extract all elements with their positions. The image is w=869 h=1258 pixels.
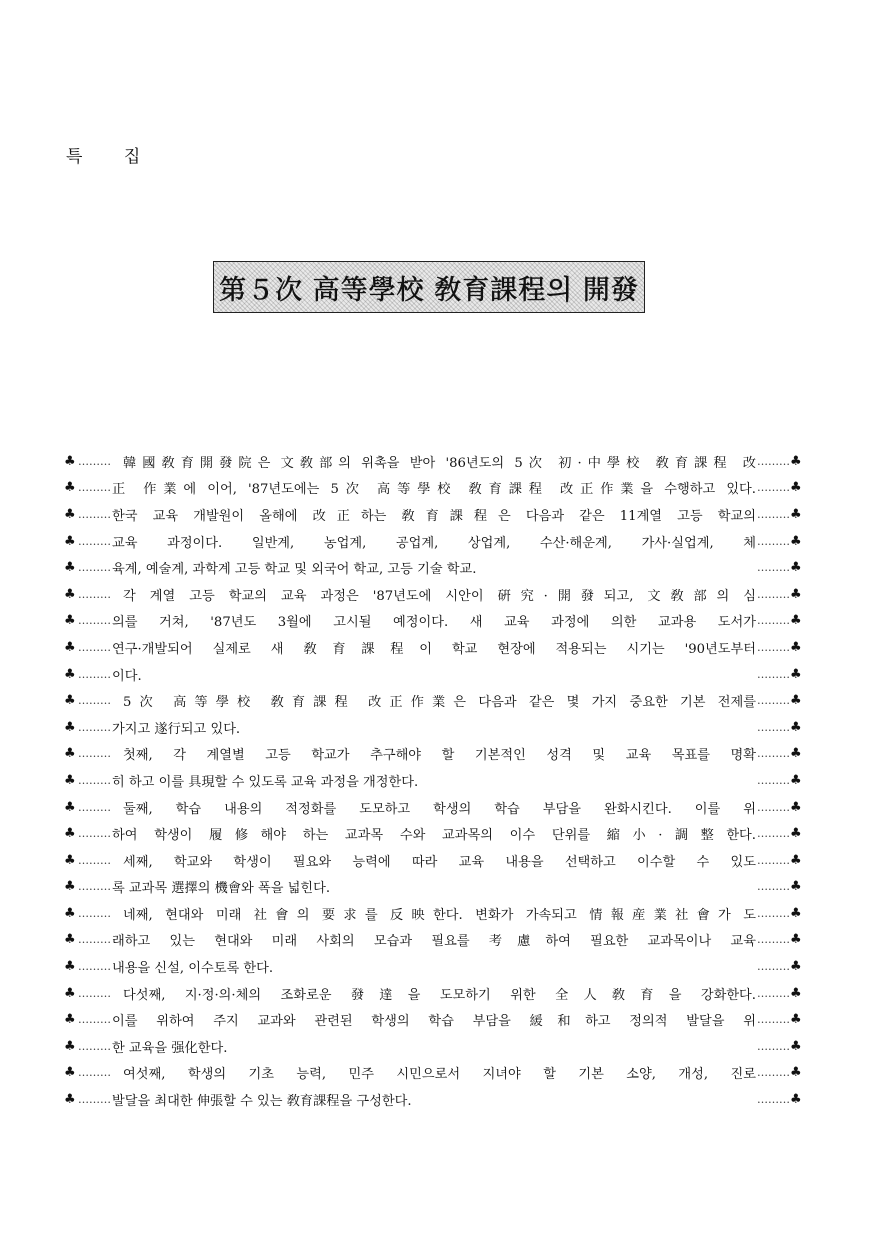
club-ornament-icon: ♣ [790, 560, 802, 576]
leader-dots: ……… [78, 561, 111, 575]
line-text: 이를 위하여 주지 교과와 관련된 학생의 학습 부담을 緩和하고 정의적 발달을 위 [112, 1014, 756, 1030]
club-ornament-icon: ♣ [64, 879, 76, 895]
section-tag: 특 집 [66, 147, 159, 167]
text-line [64, 528, 804, 555]
club-ornament-icon: ♣ [64, 905, 76, 921]
text-line [64, 953, 804, 980]
club-ornament-icon: ♣ [790, 613, 802, 629]
club-ornament-icon: ♣ [64, 799, 76, 815]
line-text: 육계, 예술계, 과학계 고등 학교 및 외국어 학교, 고등 기술 학교. [112, 562, 477, 578]
text-line [64, 687, 804, 714]
leader-dots: ……… [78, 587, 111, 601]
leader-dots: ……… [757, 694, 790, 708]
page-title: 第５次 高等學校 敎育課程의 開發 [219, 274, 639, 306]
leader-dots: ……… [757, 667, 791, 681]
club-ornament-icon: ♣ [64, 533, 76, 549]
leader-dots: ……… [757, 640, 790, 654]
leader-dots: ……… [78, 667, 111, 681]
club-ornament-icon: ♣ [64, 985, 76, 1001]
leader-dots: ……… [757, 454, 790, 468]
line-text: 록 교과목 選擇의 機會와 폭을 넓힌다. [112, 881, 331, 897]
leader-dots: ……… [78, 534, 111, 548]
club-ornament-icon: ♣ [64, 1065, 76, 1081]
leader-dots: ……… [78, 800, 111, 814]
text-line [64, 1006, 804, 1033]
leader-dots: ……… [757, 986, 790, 1000]
line-text: 연구·개발되어 실제로 새 敎育課程이 학교 현장에 적용되는 시기는 '90년도부터 [112, 641, 756, 657]
line-text: 하여 학생이 履修해야 하는 교과목 수와 교과목의 이수 단위를 縮小·調整한다. [112, 828, 756, 844]
club-ornament-icon: ♣ [790, 586, 802, 602]
club-ornament-icon: ♣ [64, 772, 76, 788]
leader-dots: ……… [78, 481, 111, 495]
line-text: 네째, 현대와 미래 社會의 要求를 反映한다. 변화가 가속되고 情報産業社會가 도 [123, 907, 756, 923]
text-line [64, 900, 804, 927]
leader-dots: ……… [78, 880, 111, 894]
leader-dots: ……… [757, 534, 790, 548]
club-ornament-icon: ♣ [790, 453, 802, 469]
leader-dots: ……… [78, 454, 111, 468]
text-line [64, 1033, 804, 1060]
leader-dots: ……… [78, 906, 111, 920]
text-line [64, 448, 804, 475]
leader-dots: ……… [757, 1066, 790, 1080]
club-ornament-icon: ♣ [790, 666, 802, 682]
leader-dots: ……… [757, 800, 790, 814]
club-ornament-icon: ♣ [64, 693, 76, 709]
club-ornament-icon: ♣ [790, 879, 802, 895]
text-line [64, 661, 804, 688]
text-line [64, 1060, 804, 1087]
leader-dots: ……… [757, 960, 790, 974]
line-text: 이다. [112, 668, 142, 684]
club-ornament-icon: ♣ [64, 1012, 76, 1028]
text-line [64, 475, 804, 502]
text-line [64, 847, 804, 874]
club-ornament-icon: ♣ [790, 826, 802, 842]
line-text: 여섯째, 학생의 기초 능력, 민주 시민으로서 지녀야 할 기본 소양, 개성, 진로 [123, 1067, 756, 1083]
leader-dots: ……… [757, 853, 790, 867]
text-line [64, 820, 804, 847]
club-ornament-icon: ♣ [790, 905, 802, 921]
leader-dots: ……… [757, 827, 790, 841]
club-ornament-icon: ♣ [790, 480, 802, 496]
club-ornament-icon: ♣ [790, 719, 802, 735]
leader-dots: ……… [78, 773, 111, 787]
leader-dots: ……… [757, 507, 790, 521]
line-text: 교육 과정이다. 일반계, 농업계, 공업계, 상업계, 수산·해운계, 가사·실업계, 체 [112, 535, 756, 551]
leader-dots: ……… [78, 640, 111, 654]
leader-dots: ……… [78, 960, 111, 974]
club-ornament-icon: ♣ [790, 533, 802, 549]
text-line [64, 714, 804, 741]
text-line [64, 794, 804, 821]
leader-dots: ……… [757, 587, 790, 601]
club-ornament-icon: ♣ [790, 1038, 802, 1054]
club-ornament-icon: ♣ [790, 1012, 802, 1028]
text-line [64, 767, 804, 794]
line-text: 세째, 학교와 학생이 필요와 능력에 따라 교육 내용을 선택하고 이수할 수 있도 [123, 854, 756, 870]
line-text: 발달을 최대한 伸張할 수 있는 敎育課程을 구성한다. [112, 1094, 412, 1110]
line-text: 내용을 신설, 이수토록 한다. [112, 961, 274, 977]
club-ornament-icon: ♣ [790, 799, 802, 815]
leader-dots: ……… [78, 1013, 111, 1027]
text-line [64, 741, 804, 768]
club-ornament-icon: ♣ [790, 772, 802, 788]
club-ornament-icon: ♣ [64, 666, 76, 682]
club-ornament-icon: ♣ [790, 506, 802, 522]
line-text: 래하고 있는 현대와 미래 사회의 모습과 필요를 考慮하여 필요한 교과목이나 교육 [112, 934, 756, 950]
leader-dots: ……… [757, 1093, 790, 1107]
club-ornament-icon: ♣ [64, 959, 76, 975]
leader-dots: ……… [757, 773, 790, 787]
club-ornament-icon: ♣ [64, 480, 76, 496]
club-ornament-icon: ♣ [64, 719, 76, 735]
leader-dots: ……… [78, 1066, 111, 1080]
club-ornament-icon: ♣ [64, 506, 76, 522]
line-text: 히 하고 이를 具現할 수 있도록 교육 과정을 개정한다. [112, 774, 419, 790]
line-text: 각 계열 고등 학교의 교육 과정은 '87년도에 시안이 硏究·開發되고, 文敎部의 심 [123, 588, 756, 604]
leader-dots: ……… [78, 1093, 111, 1107]
leader-dots: ……… [757, 561, 790, 575]
club-ornament-icon: ♣ [790, 1065, 802, 1081]
club-ornament-icon: ♣ [64, 613, 76, 629]
club-ornament-icon: ♣ [790, 985, 802, 1001]
line-text: 가지고 遂行되고 있다. [112, 721, 241, 737]
line-text: 둘째, 학습 내용의 적정화를 도모하고 학생의 학습 부담을 완화시킨다. 이를 위 [123, 801, 756, 817]
club-ornament-icon: ♣ [64, 932, 76, 948]
text-line [64, 1086, 804, 1113]
text-line [64, 554, 804, 581]
text-line [64, 634, 804, 661]
text-line [64, 874, 804, 901]
club-ornament-icon: ♣ [64, 746, 76, 762]
leader-dots: ……… [757, 747, 790, 761]
text-line [64, 581, 804, 608]
text-line [64, 608, 804, 635]
line-text: 韓國敎育開發院은 文敎部의 위촉을 받아 '86년도의 5次 初·中學校 敎育課程 改 [123, 455, 756, 471]
leader-dots: ……… [78, 1039, 111, 1053]
line-text: 한국 교육 개발원이 올해에 改正하는 敎育課程은 다음과 같은 11계열 고등 학교의 [112, 508, 756, 524]
leader-dots: ……… [757, 1039, 791, 1053]
text-line [64, 501, 804, 528]
club-ornament-icon: ♣ [64, 1092, 76, 1108]
leader-dots: ……… [78, 507, 111, 521]
leader-dots: ……… [78, 853, 111, 867]
leader-dots: ……… [757, 481, 790, 495]
club-ornament-icon: ♣ [790, 693, 802, 709]
leader-dots: ……… [757, 880, 790, 894]
leader-dots: ……… [78, 694, 111, 708]
leader-dots: ……… [78, 827, 111, 841]
club-ornament-icon: ♣ [64, 826, 76, 842]
club-ornament-icon: ♣ [64, 1038, 76, 1054]
club-ornament-icon: ♣ [64, 639, 76, 655]
club-ornament-icon: ♣ [790, 852, 802, 868]
leader-dots: ……… [78, 614, 111, 628]
club-ornament-icon: ♣ [790, 746, 802, 762]
club-ornament-icon: ♣ [64, 560, 76, 576]
leader-dots: ……… [757, 906, 790, 920]
line-text: 한 교육을 强化한다. [112, 1040, 228, 1056]
line-text: 다섯째, 지·정·의·체의 조화로운 發達을 도모하기 위한 全人敎育을 강화한다. [123, 987, 756, 1003]
line-text: 5次 高等學校 敎育課程 改正作業은 다음과 같은 몇 가지 중요한 기본 전제를 [123, 695, 756, 711]
leader-dots: ……… [78, 933, 111, 947]
leader-dots: ……… [78, 986, 111, 1000]
club-ornament-icon: ♣ [64, 586, 76, 602]
club-ornament-icon: ♣ [790, 959, 802, 975]
leader-dots: ……… [757, 1013, 790, 1027]
line-text: 의를 거쳐, '87년도 3월에 고시될 예정이다. 새 교육 과정에 의한 교과용 도서가 [112, 615, 756, 631]
leader-dots: ……… [757, 720, 790, 734]
club-ornament-icon: ♣ [790, 639, 802, 655]
text-line [64, 927, 804, 954]
club-ornament-icon: ♣ [64, 453, 76, 469]
leader-dots: ……… [78, 720, 111, 734]
club-ornament-icon: ♣ [64, 852, 76, 868]
line-text: 正 作業에 이어, '87년도에는 5次 高等學校 敎育課程 改正作業을 수행하고 있다. [112, 482, 756, 498]
title-box [213, 261, 645, 313]
leader-dots: ……… [757, 614, 790, 628]
club-ornament-icon: ♣ [790, 932, 802, 948]
line-text: 첫째, 각 계열별 고등 학교가 추구해야 할 기본적인 성격 및 교육 목표를 명확 [123, 748, 756, 764]
leader-dots: ……… [78, 747, 111, 761]
leader-dots: ……… [757, 933, 790, 947]
club-ornament-icon: ♣ [790, 1092, 802, 1108]
text-line [64, 980, 804, 1007]
body-text [64, 448, 804, 1113]
